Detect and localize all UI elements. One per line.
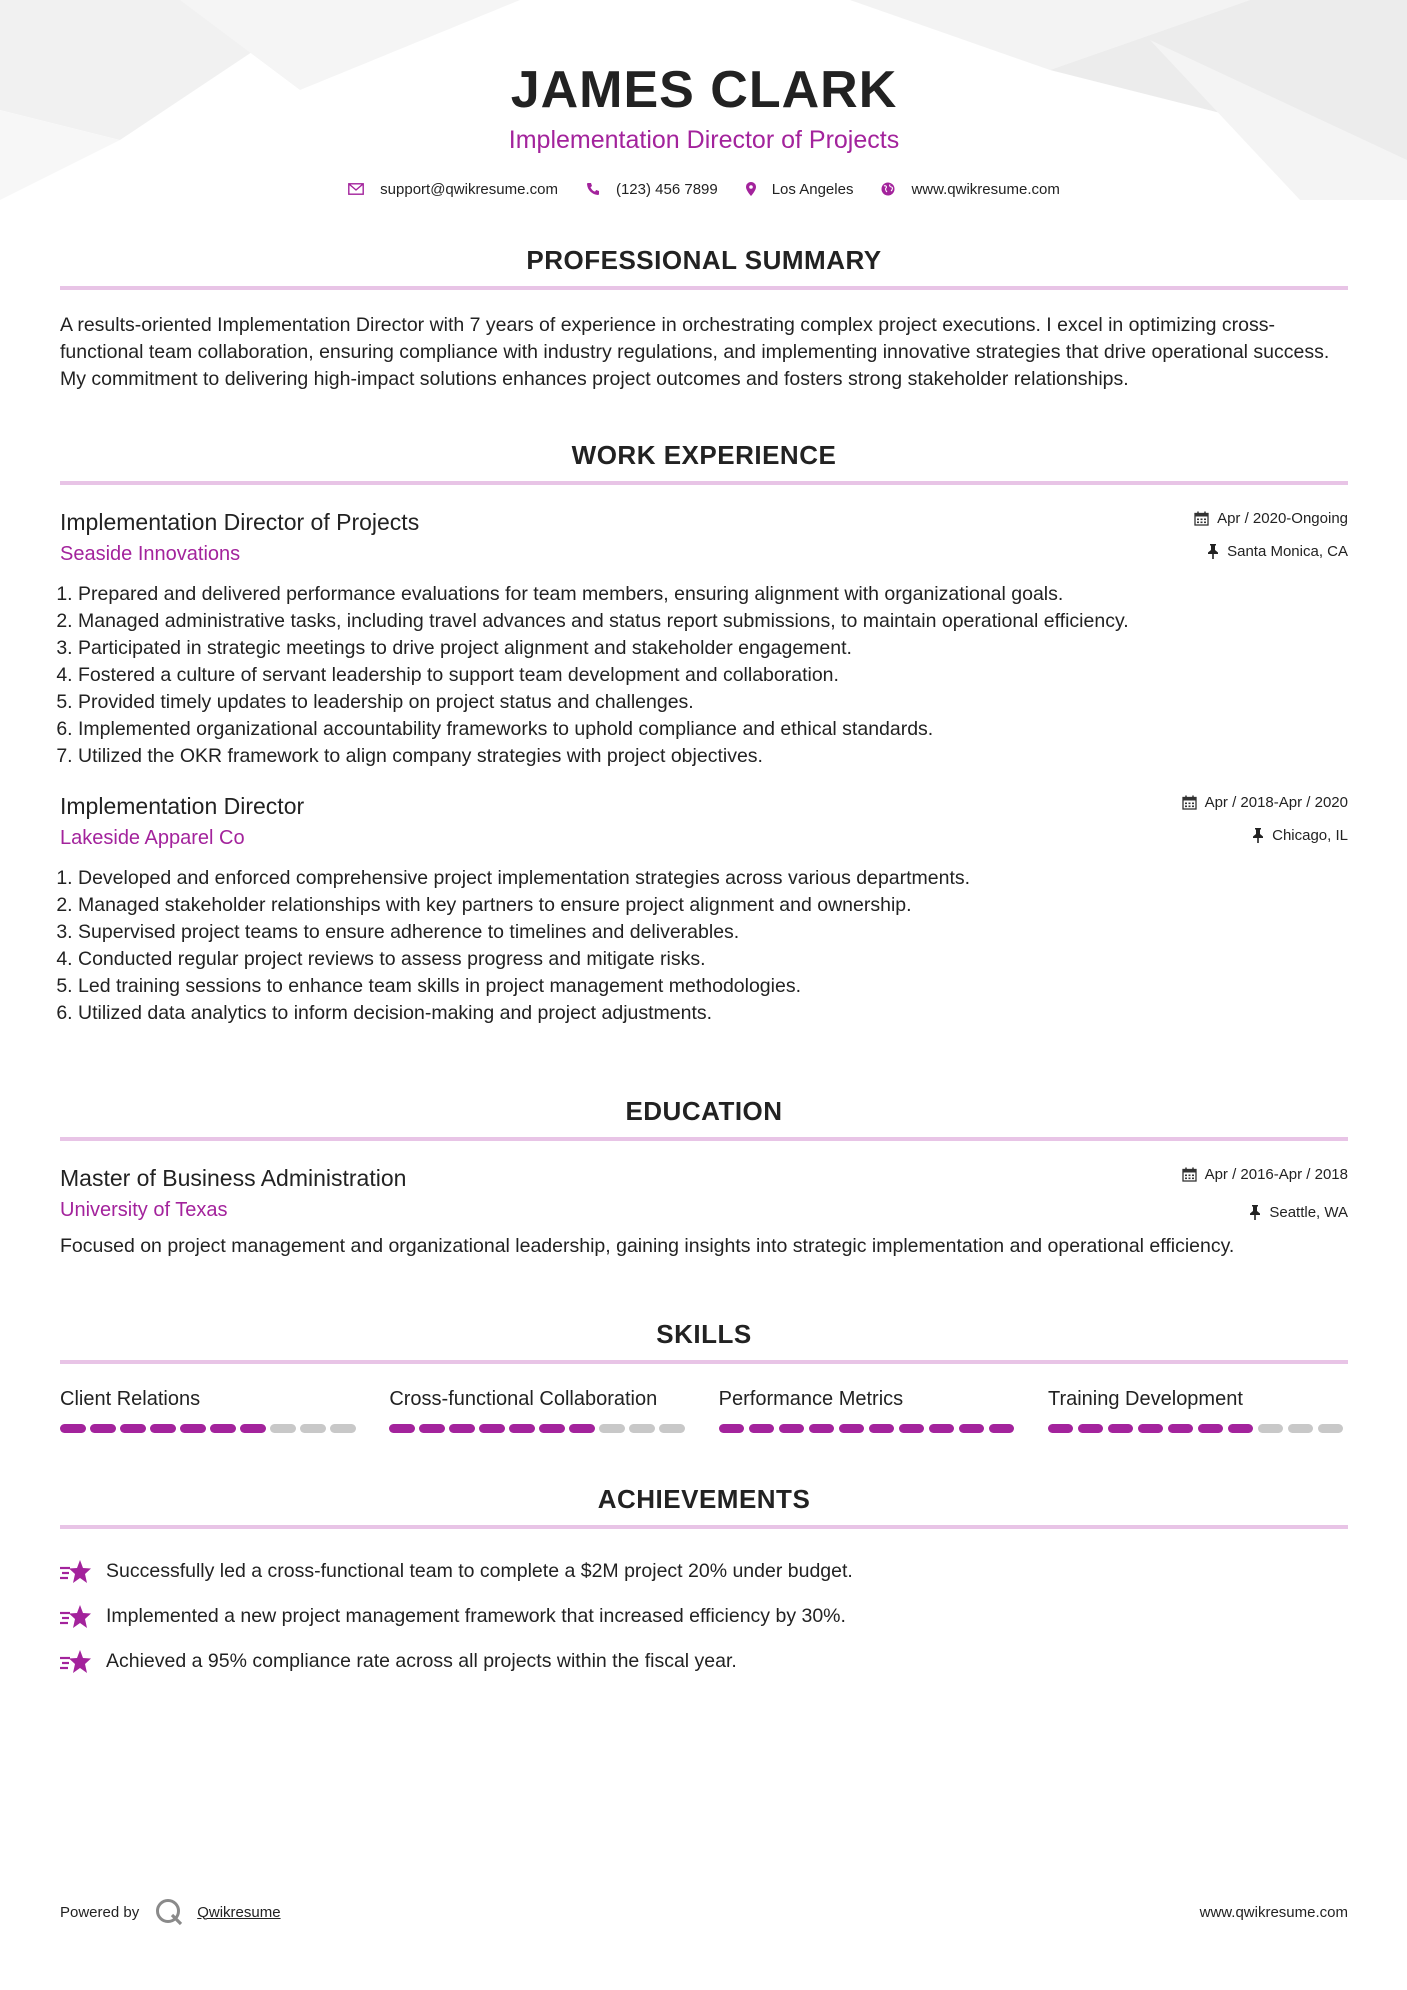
skill-level-dot	[599, 1424, 625, 1433]
list-item: 2. Managed administrative tasks, including travel advances and status report submissions, to maintain operational efficiency.	[78, 608, 1348, 635]
job-duties-list	[60, 865, 1348, 1027]
job-title: Implementation Director	[60, 793, 305, 819]
calendar-icon	[1182, 1167, 1197, 1182]
achievements-section	[60, 1483, 1348, 1684]
skill-item	[719, 1386, 1019, 1433]
map-pin-icon	[746, 182, 756, 196]
globe-icon	[881, 182, 895, 196]
skill-level-dot	[1078, 1424, 1104, 1433]
contact-website-text: www.qwikresume.com	[911, 180, 1060, 198]
list-item: 1. Developed and enforced comprehensive project implementation strategies across various departments.	[78, 865, 1348, 892]
skill-level-dot	[1138, 1424, 1164, 1433]
candidate-name: JAMES CLARK	[510, 61, 898, 119]
list-item: 6. Utilized data analytics to inform decision-making and project adjustments.	[78, 1000, 1348, 1027]
contact-email-text: support@qwikresume.com	[380, 180, 558, 198]
skill-level-dot	[389, 1424, 415, 1433]
skill-level-dot	[449, 1424, 475, 1433]
experience-section	[60, 439, 1348, 1027]
skill-item	[1048, 1386, 1348, 1433]
skill-level-dot	[60, 1424, 86, 1433]
skills-list	[60, 1386, 1348, 1433]
pushpin-icon	[1252, 828, 1264, 843]
skill-name: Training Development	[1047, 1388, 1243, 1410]
skill-level-dot	[180, 1424, 206, 1433]
education-dates: Apr / 2016-Apr / 2018	[1204, 1165, 1348, 1183]
experience-heading: WORK EXPERIENCE	[571, 440, 837, 470]
skill-level-bar	[1048, 1424, 1348, 1433]
skill-level-dot	[90, 1424, 116, 1433]
achievement-text: Successfully led a cross-functional team to complete a $2M project 20% under budget.	[106, 1560, 853, 1582]
list-item: 3. Participated in strategic meetings to drive project alignment and stakeholder engagement.	[78, 635, 1348, 662]
envelope-icon	[348, 183, 364, 195]
education-heading: EDUCATION	[625, 1096, 783, 1126]
list-item: 5. Provided timely updates to leadership on project status and challenges.	[78, 689, 1348, 716]
job-company: Seaside Innovations	[60, 543, 241, 565]
calendar-icon	[1182, 795, 1197, 810]
skill-name: Client Relations	[60, 1388, 201, 1410]
achievements-heading: ACHIEVEMENTS	[597, 1484, 811, 1514]
school-name: University of Texas	[60, 1199, 228, 1221]
phone-icon	[586, 182, 600, 196]
job-entry	[60, 507, 1348, 770]
skill-level-dot	[719, 1424, 745, 1433]
job-company: Lakeside Apparel Co	[60, 827, 245, 849]
skills-section	[60, 1318, 1348, 1433]
skill-level-dot	[1288, 1424, 1314, 1433]
page-footer	[60, 1898, 1348, 1926]
skill-level-dot	[929, 1424, 955, 1433]
achievement-text: Achieved a 95% compliance rate across all projects within the fiscal year.	[106, 1650, 737, 1672]
job-entry	[60, 791, 1348, 1027]
list-item: 6. Implemented organizational accountability frameworks to uphold compliance and ethical standards.	[78, 716, 1348, 743]
skill-level-dot	[330, 1424, 356, 1433]
skill-level-dot	[899, 1424, 925, 1433]
summary-heading: PROFESSIONAL SUMMARY	[526, 245, 882, 275]
skill-level-dot	[869, 1424, 895, 1433]
achievement-item	[60, 1549, 1348, 1594]
skill-level-dot	[959, 1424, 985, 1433]
skill-level-dot	[150, 1424, 176, 1433]
skill-level-dot	[659, 1424, 685, 1433]
candidate-title: Implementation Director of Projects	[508, 126, 900, 154]
skill-level-dot	[1318, 1424, 1344, 1433]
skill-level-bar	[389, 1424, 689, 1433]
skill-level-dot	[1198, 1424, 1224, 1433]
summary-text: A results-oriented Implementation Director with 7 years of experience in orchestrating complex project executions. I excel in optimizing cross-functional team collaboration, ensuring compliance with industry regulations, and implementing innovative strategies that drive operational success. My commitment to delivering high-impact solutions enhances project outcomes and fosters strong stakeholder relationships.	[60, 314, 1330, 390]
job-duties-list	[60, 581, 1348, 770]
skill-level-dot	[1258, 1424, 1284, 1433]
shooting-star-icon	[60, 1559, 92, 1585]
shooting-star-icon	[60, 1604, 92, 1630]
contact-phone[interactable]	[586, 181, 718, 198]
job-dates: Apr / 2018-Apr / 2020	[1204, 793, 1348, 811]
achievement-text: Implemented a new project management framework that increased efficiency by 30%.	[106, 1605, 846, 1627]
education-location: Seattle, WA	[1269, 1203, 1348, 1221]
skill-level-dot	[1168, 1424, 1194, 1433]
contact-phone-text: (123) 456 7899	[615, 180, 718, 198]
contact-email[interactable]	[348, 181, 558, 198]
skill-level-dot	[989, 1424, 1015, 1433]
skill-level-dot	[839, 1424, 865, 1433]
brand-link[interactable]: Qwikresume	[197, 1903, 281, 1921]
footer-website[interactable]: www.qwikresume.com	[1199, 1903, 1348, 1921]
job-location: Santa Monica, CA	[1227, 542, 1348, 560]
list-item: 4. Fostered a culture of servant leadership to support team development and collaboration.	[78, 662, 1348, 689]
skill-level-dot	[1108, 1424, 1134, 1433]
section-divider	[60, 286, 1348, 290]
shooting-star-icon	[60, 1649, 92, 1675]
skill-level-dot	[1048, 1424, 1074, 1433]
resume-page	[60, 0, 1348, 1684]
powered-by	[60, 1898, 281, 1926]
achievement-item	[60, 1639, 1348, 1684]
skill-level-dot	[300, 1424, 326, 1433]
list-item: 7. Utilized the OKR framework to align company strategies with project objectives.	[78, 743, 1348, 770]
job-dates: Apr / 2020-Ongoing	[1217, 509, 1348, 527]
skill-level-dot	[539, 1424, 565, 1433]
skill-level-bar	[719, 1424, 1019, 1433]
skill-level-dot	[509, 1424, 535, 1433]
list-item: 1. Prepared and delivered performance evaluations for team members, ensuring alignment with organizational goals.	[78, 581, 1348, 608]
pushpin-icon	[1207, 544, 1219, 559]
achievements-list	[60, 1549, 1348, 1684]
skills-heading: SKILLS	[656, 1319, 752, 1349]
list-item: 4. Conducted regular project reviews to assess progress and mitigate risks.	[78, 946, 1348, 973]
skill-level-dot	[270, 1424, 296, 1433]
contact-website[interactable]	[881, 181, 1059, 198]
calendar-icon	[1194, 511, 1209, 526]
list-item: 5. Led training sessions to enhance team skills in project management methodologies.	[78, 973, 1348, 1000]
skill-item	[389, 1386, 689, 1433]
job-title: Implementation Director of Projects	[60, 509, 420, 535]
powered-by-label: Powered by	[60, 1903, 140, 1921]
skill-level-dot	[1228, 1424, 1254, 1433]
education-description: Focused on project management and organizational leadership, gaining insights into strategic implementation and operational efficiency.	[60, 1235, 1235, 1257]
list-item: 3. Supervised project teams to ensure adherence to timelines and deliverables.	[78, 919, 1348, 946]
job-location: Chicago, IL	[1272, 826, 1348, 844]
education-section	[60, 1095, 1348, 1260]
qwikresume-logo-icon	[155, 1898, 183, 1926]
skill-level-dot	[749, 1424, 775, 1433]
skill-level-dot	[779, 1424, 805, 1433]
section-divider	[60, 1525, 1348, 1529]
achievement-item	[60, 1594, 1348, 1639]
education-entry	[60, 1163, 1348, 1260]
skill-item	[60, 1386, 360, 1433]
degree-title: Master of Business Administration	[60, 1165, 407, 1191]
skill-name: Cross-functional Collaboration	[389, 1388, 658, 1410]
section-divider	[60, 481, 1348, 485]
section-divider	[60, 1137, 1348, 1141]
skill-level-dot	[629, 1424, 655, 1433]
contact-location-text: Los Angeles	[771, 180, 854, 198]
section-divider	[60, 1360, 1348, 1364]
skill-level-dot	[120, 1424, 146, 1433]
skill-level-dot	[210, 1424, 236, 1433]
skill-level-dot	[240, 1424, 266, 1433]
skill-level-dot	[809, 1424, 835, 1433]
skill-level-dot	[419, 1424, 445, 1433]
list-item: 2. Managed stakeholder relationships with key partners to ensure project alignment and ownership.	[78, 892, 1348, 919]
skill-level-bar	[60, 1424, 360, 1433]
skill-level-dot	[479, 1424, 505, 1433]
resume-header	[60, 0, 1348, 204]
pushpin-icon	[1249, 1205, 1261, 1220]
summary-section	[60, 244, 1348, 393]
contact-location	[746, 181, 854, 198]
skill-level-dot	[569, 1424, 595, 1433]
contact-bar	[60, 174, 1348, 204]
skill-name: Performance Metrics	[718, 1388, 904, 1410]
